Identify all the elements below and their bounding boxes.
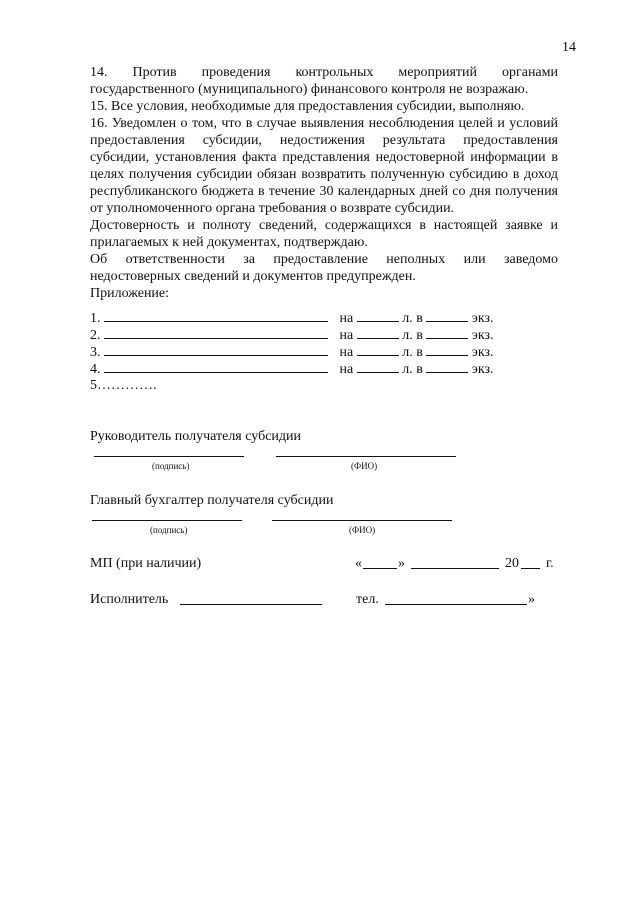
date-year-suffix: г.	[546, 556, 554, 571]
attachment-on-label: на	[339, 328, 354, 343]
attachment-copies-label: экз.	[471, 345, 494, 360]
date-year-prefix: 20	[505, 556, 519, 571]
head-signature-caption: (подпись)	[152, 461, 190, 471]
attachment-sheets-field[interactable]	[357, 309, 399, 322]
head-signature-title: Руководитель получателя субсидии	[90, 429, 302, 444]
executor-label: Исполнитель	[90, 592, 169, 607]
attachment-copies-label: экз.	[471, 362, 494, 377]
attachment-sheets-label: л. в	[402, 362, 423, 377]
attachments-heading: Приложение:	[90, 286, 170, 301]
attachment-sheets-field[interactable]	[357, 343, 399, 356]
attachment-row	[90, 360, 493, 378]
attachment-sheets-field[interactable]	[357, 360, 399, 373]
attachment-copies-field[interactable]	[426, 326, 468, 339]
attachment-number: 3.	[90, 345, 101, 360]
phone-field[interactable]	[385, 604, 527, 605]
executor-name-field[interactable]	[180, 604, 322, 605]
attachment-on-label: на	[339, 362, 354, 377]
liability-statement: Об ответственности за предоставление неполных или заведомо недостоверных сведений и документов предупрежден.	[90, 252, 558, 284]
attachment-title-field[interactable]	[104, 326, 328, 339]
page-number: 14	[562, 40, 576, 55]
head-name-caption: (ФИО)	[351, 461, 378, 471]
clause-14: 14. Против проведения контрольных мероприятий органами государственного (муниципального) финансового контроля не возражаю.	[90, 65, 558, 97]
attachment-row-last: 5………….	[90, 378, 157, 393]
attachment-title-field[interactable]	[104, 343, 328, 356]
head-name-line[interactable]	[276, 456, 456, 457]
clause-16: 16. Уведомлен о том, что в случае выявления несоблюдения целей и условий предоставления субсидии, недостижения результата предоставления субсидии, установления факта представления недостоверной информации в целях получения субсидии обязан возвратить полученную субсидию в доход республиканского бюджета в течение 30 календарных дней со дня получения от уполномоченного органа требования о возврате субсидии.	[90, 116, 558, 216]
date-quote-open: «	[355, 556, 362, 571]
attachment-title-field[interactable]	[104, 309, 328, 322]
accountant-name-line[interactable]	[272, 520, 452, 521]
attachment-sheets-field[interactable]	[357, 326, 399, 339]
attachment-on-label: на	[339, 311, 354, 326]
date-day-field[interactable]	[363, 568, 397, 569]
attachment-title-field[interactable]	[104, 360, 328, 373]
attachment-copies-field[interactable]	[426, 343, 468, 356]
accountant-signature-title: Главный бухгалтер получателя субсидии	[90, 493, 334, 508]
attachment-copies-field[interactable]	[426, 309, 468, 322]
attachment-number: 1.	[90, 311, 101, 326]
attachment-copies-label: экз.	[471, 328, 494, 343]
accountant-signature-line[interactable]	[92, 520, 242, 521]
head-signature-line[interactable]	[94, 456, 244, 457]
attachment-on-label: на	[339, 345, 354, 360]
date-year-field[interactable]	[521, 568, 540, 569]
declaration-text	[90, 64, 558, 302]
attachment-sheets-label: л. в	[402, 345, 423, 360]
accuracy-statement: Достоверность и полноту сведений, содержащихся в настоящей заявке и прилагаемых к ней документах, подтверждаю.	[90, 218, 558, 250]
date-quote-close: »	[398, 556, 405, 571]
attachment-row	[90, 326, 493, 344]
attachment-copies-field[interactable]	[426, 360, 468, 373]
phone-quote-close: »	[528, 592, 535, 607]
accountant-signature-caption: (подпись)	[150, 525, 188, 535]
attachment-number: 2.	[90, 328, 101, 343]
attachment-row	[90, 309, 493, 327]
attachment-sheets-label: л. в	[402, 311, 423, 326]
attachment-row	[90, 343, 493, 361]
clause-15: 15. Все условия, необходимые для предоставления субсидии, выполняю.	[90, 99, 525, 114]
phone-label: тел.	[356, 592, 379, 607]
attachment-copies-label: экз.	[471, 311, 494, 326]
stamp-label: МП (при наличии)	[90, 556, 202, 571]
attachment-number: 4.	[90, 362, 101, 377]
accountant-name-caption: (ФИО)	[349, 525, 376, 535]
attachment-sheets-label: л. в	[402, 328, 423, 343]
date-month-field[interactable]	[411, 568, 499, 569]
